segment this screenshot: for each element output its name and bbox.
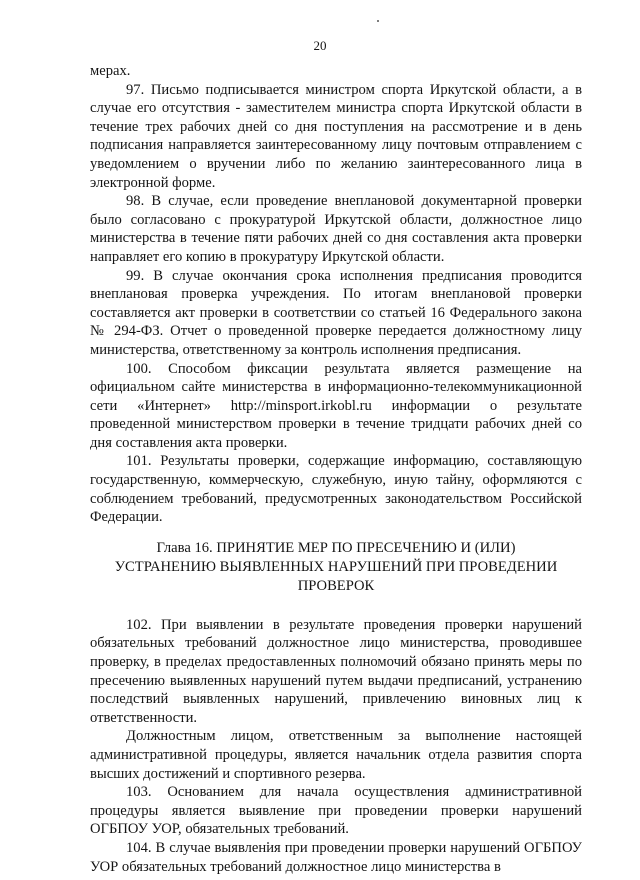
paragraph-102: 102. При выявлении в результате проведения проверки нарушений обязательных требований должностное лицо министерства, проводившее проверку, в пределах предоставленных полномочий обязано принять меры по пресечению выявленных нарушений путем выдачи предписаний, устранению последствий выявленных нарушений, привлечению виновных лиц к ответственности. — [90, 616, 582, 726]
document-body — [90, 62, 582, 876]
paragraph-97: 97. Письмо подписывается министром спорта Иркутской области, а в случае его отсутствия - заместителем министра спорта Иркутской области в течение трех рабочих дней со дня поступления на рассмотрение и в день подписания направляется заинтересованному лицу почтовым отправлением с уведомлением о вручении либо по желанию заинтересованного лица в электронной форме. — [90, 81, 582, 191]
paragraph-101: 101. Результаты проверки, содержащие информацию, составляющую государственную, коммерческую, служебную, иную тайну, оформляются с соблюдением требований, предусмотренных законодательством Российской Федерации. — [90, 453, 582, 526]
page-number: 20 — [313, 38, 327, 53]
paragraph-104: 104. В случае выявления при проведении проверки нарушений ОГБПОУ УОР обязательных требований должностное лицо министерства в — [90, 839, 582, 875]
paragraph-100: 100. Способом фиксации результата является размещение на официальном сайте министерства в информационно-телекоммуникационной сети «Интернет» http://minsport.irkobl.ru информации о результате проведенной министерством проверки в течение тридцати рабочих дней со дня составления акта проверки. — [90, 360, 582, 451]
paragraph-responsible: Должностным лицом, ответственным за выполнение настоящей административной процедуры, является начальник отдела развития спорта высших достижений и спортивного резерва. — [90, 728, 582, 782]
chapter-heading-line: Глава 16. ПРИНЯТИЕ МЕР ПО ПРЕСЕЧЕНИЮ И (ИЛИ) — [156, 539, 516, 556]
chapter-heading-line: ПРОВЕРОК — [297, 577, 375, 594]
paragraph-99: 99. В случае окончания срока исполнения предписания проводится внеплановая проверка учреждения. По итогам внеплановой проверки составляется акт проверки в соответствии со статьей 16 Федерального закона № 294-ФЗ. Отчет о проведенной проверке передается должностному лицу министерства, ответственному за контроль исполнения предписания. — [90, 267, 582, 358]
chapter-heading — [90, 539, 582, 596]
paragraph-continuation: мерах. — [90, 63, 131, 79]
chapter-heading-line: УСТРАНЕНИЮ ВЫЯВЛЕННЫХ НАРУШЕНИЙ ПРИ ПРОВЕДЕНИИ — [114, 558, 558, 575]
scan-speck — [377, 20, 379, 22]
paragraph-98: 98. В случае, если проведение внеплановой документарной проверки было согласовано с прокуратурой Иркутской области, должностное лицо министерства в течение пяти рабочих дней со дня составления акта проверки направляет его копию в прокуратуру Иркутской области. — [90, 193, 582, 265]
paragraph-103: 103. Основанием для начала осуществления административной процедуры является выявление при проведении проверки нарушений ОГБПОУ УОР, обязательных требований. — [90, 784, 582, 838]
